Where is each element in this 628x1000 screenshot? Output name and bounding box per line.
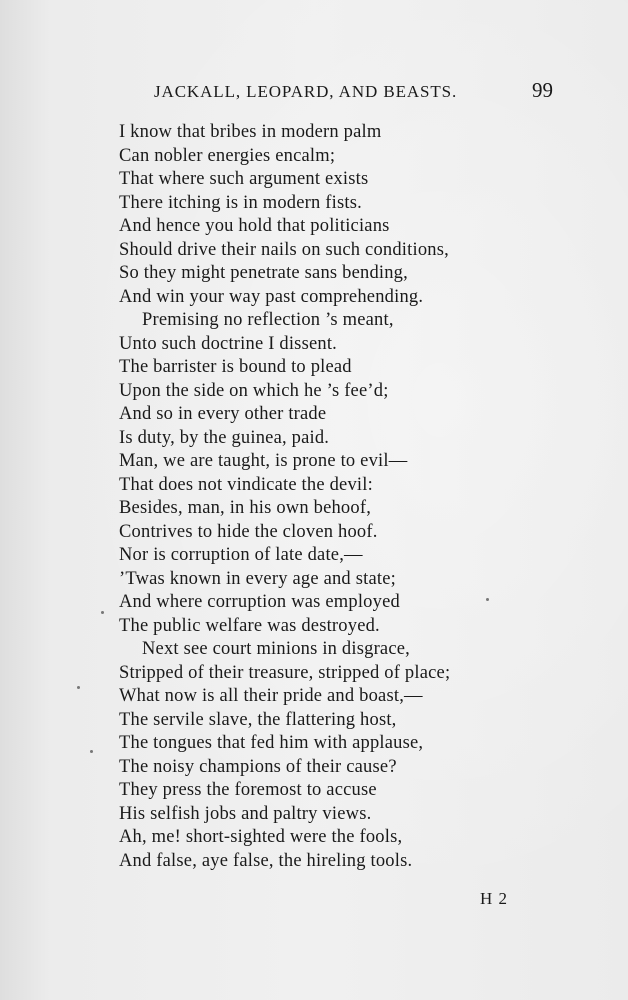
- poem-line: Should drive their nails on such conditions,: [119, 239, 449, 260]
- signature-mark: H 2: [480, 889, 509, 908]
- poem-line: And where corruption was employed: [119, 592, 400, 612]
- poem-line: What now is all their pride and boast,—: [119, 686, 423, 706]
- poem-line: That does not vindicate the devil:: [119, 474, 373, 495]
- print-speck: [90, 750, 93, 753]
- poem-line: Besides, man, in his own behoof,: [119, 498, 372, 518]
- poem-line: And win your way past comprehending.: [119, 286, 424, 307]
- poem-line: That where such argument exists: [119, 169, 369, 189]
- poem-body: [0, 121, 628, 873]
- poem-line: Man, we are taught, is prone to evil—: [119, 451, 408, 471]
- poem-line: The servile slave, the flattering host,: [119, 709, 397, 730]
- poem-line: Stripped of their treasure, stripped of place;: [119, 662, 451, 683]
- print-speck: [101, 611, 104, 614]
- print-speck: [77, 686, 80, 689]
- poem-line: Contrives to hide the cloven hoof.: [119, 521, 378, 542]
- poem-line: Next see court minions in disgrace,: [142, 639, 410, 659]
- poem-line: The barrister is bound to plead: [119, 357, 352, 377]
- poem-line: The tongues that fed him with applause,: [119, 733, 424, 753]
- poem-line: There itching is in modern fists.: [119, 192, 362, 213]
- poem-line: The public welfare was destroyed.: [119, 615, 380, 636]
- poem-line: Unto such doctrine I dissent.: [119, 333, 337, 354]
- running-title: JACKALL, LEOPARD, AND BEASTS.: [154, 82, 458, 101]
- poem-line: The noisy champions of their cause?: [119, 756, 397, 777]
- poem-line: His selfish jobs and paltry views.: [119, 803, 372, 824]
- poem-line: Can nobler energies encalm;: [119, 145, 336, 166]
- poem-line: Is duty, by the guinea, paid.: [119, 427, 330, 448]
- poem-line: They press the foremost to accuse: [119, 780, 377, 800]
- poem-line: ’Twas known in every age and state;: [119, 568, 396, 589]
- poem-line: And so in every other trade: [119, 404, 327, 424]
- poem-line: And hence you hold that politicians: [119, 216, 390, 236]
- poem-line: Premising no reflection ’s meant,: [142, 310, 394, 330]
- poem-line: Nor is corruption of late date,—: [119, 545, 363, 565]
- poem-line: Upon the side on which he ’s fee’d;: [119, 380, 389, 401]
- poem-line: So they might penetrate sans bending,: [119, 263, 408, 283]
- poem-line: Ah, me! short-sighted were the fools,: [119, 827, 403, 847]
- poem-line: And false, aye false, the hireling tools.: [119, 850, 413, 871]
- running-head: [0, 78, 628, 108]
- page-number: 99: [532, 78, 553, 102]
- poem-line: I know that bribes in modern palm: [119, 122, 382, 142]
- print-speck: [486, 598, 489, 601]
